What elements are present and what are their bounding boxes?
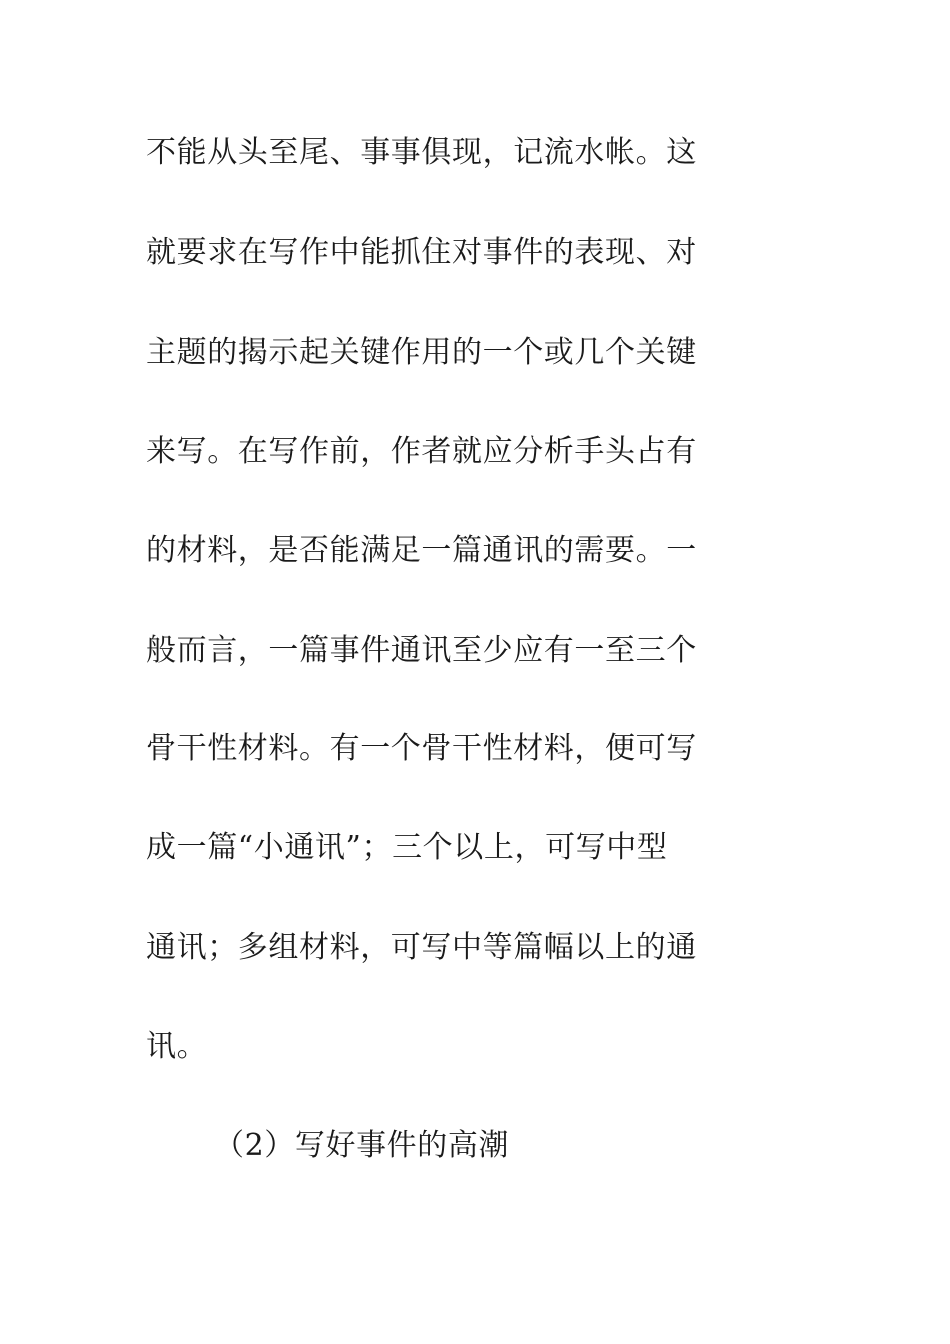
paragraph-line: 不能从头至尾、事事俱现，记流水帐。这 [146,135,697,170]
paragraph-line: 通讯；多组材料，可写中等篇幅以上的通 [146,930,697,965]
paragraph-line: 般而言，一篇事件通讯至少应有一至三个 [146,633,697,668]
paragraph-line: 就要求在写作中能抓住对事件的表现、对 [146,235,697,270]
paragraph-line: 的材料，是否能满足一篇通讯的需要。一 [146,533,697,568]
paragraph-line: 成一篇“小通讯”；三个以上，可写中型 [146,830,668,865]
paragraph-line: 骨干性材料。有一个骨干性材料，便可写 [146,731,697,766]
paragraph-line: 讯。 [146,1029,208,1064]
section-heading: （2）写好事件的高潮 [214,1128,510,1163]
paragraph-line: 来写。在写作前，作者就应分析手头占有 [146,434,697,469]
paragraph-line: 主题的揭示起关键作用的一个或几个关键 [146,335,697,370]
